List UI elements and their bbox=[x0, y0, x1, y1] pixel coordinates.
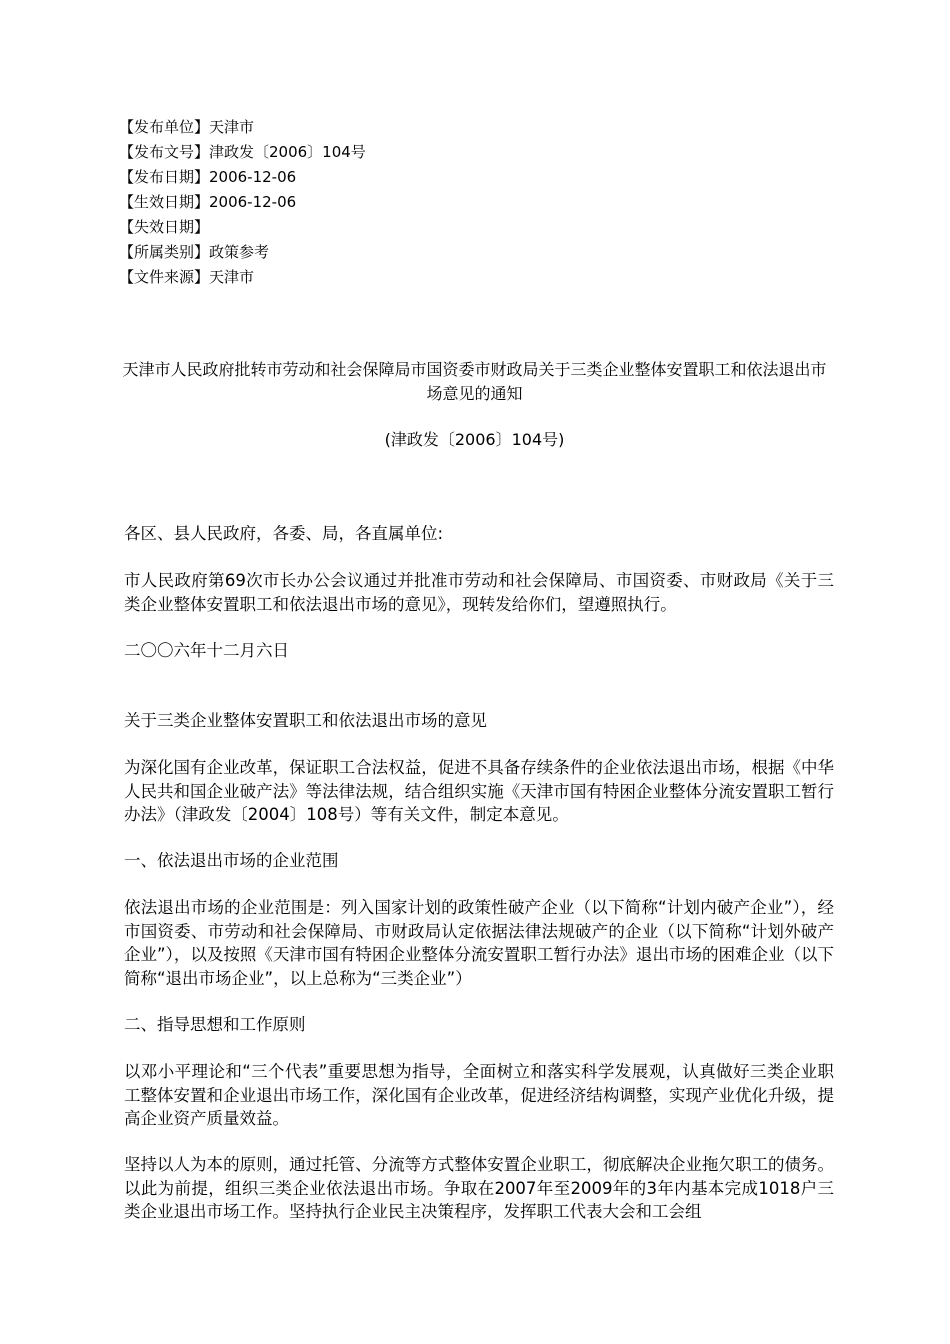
meta-effective-date: 【生效日期】2006-12-06 bbox=[119, 193, 297, 211]
issue-date: 二〇〇六年十二月六日 bbox=[124, 641, 289, 660]
notice-paragraph: 市人民政府第69次市长办公会议通过并批准市劳动和社会保障局、市国资委、市财政局《关于三类企业整体安置职工和依法退出市场的意见》，现转发给你们，望遵照执行。 bbox=[124, 571, 834, 614]
document-title: 天津市人民政府批转市劳动和社会保障局市国资委市财政局关于三类企业整体安置职工和依法退出市场意见的通知 bbox=[122, 360, 827, 403]
section1-body: 依法退出市场的企业范围是：列入国家计划的政策性破产企业（以下简称“计划内破产企业”），经市国资委、市劳动和社会保障局、市财政局认定依据法律法规破产的企业（以下简称“计划外破产企业”），以及按照《天津市国有特困企业整体分流安置职工暂行办法》退出市场的困难企业（以下简称“退出市场企业”，以上总称为“三类企业”） bbox=[124, 898, 834, 988]
document-number: (津政发〔2006〕104号) bbox=[384, 430, 565, 449]
meta-doc-number: 【发布文号】津政发〔2006〕104号 bbox=[119, 143, 366, 161]
meta-source: 【文件来源】天津市 bbox=[119, 268, 255, 286]
section2-heading: 二、指导思想和工作原则 bbox=[124, 1015, 306, 1034]
meta-expiry-date: 【失效日期】 bbox=[119, 218, 210, 236]
section2-paragraph-1: 以邓小平理论和“三个代表”重要思想为指导，全面树立和落实科学发展观，认真做好三类企业职工整体安置和企业退出市场工作，深化国有企业改革，促进经济结构调整，实现产业优化升级，提高企业资产质量效益。 bbox=[124, 1062, 834, 1128]
meta-category: 【所属类别】政策参考 bbox=[119, 243, 270, 261]
section1-heading: 一、依法退出市场的企业范围 bbox=[124, 851, 339, 870]
opinion-title: 关于三类企业整体安置职工和依法退出市场的意见 bbox=[124, 711, 487, 730]
meta-publish-date: 【发布日期】2006-12-06 bbox=[119, 168, 297, 186]
document-metadata bbox=[119, 115, 719, 290]
section2-paragraph-2: 坚持以人为本的原则，通过托管、分流等方式整体安置企业职工，彻底解决企业拖欠职工的债务。以此为前提，组织三类企业依法退出市场。争取在2007年至2009年的3年内基本完成1018户三类企业退出市场工作。坚持执行企业民主决策程序，发挥职工代表大会和工会组 bbox=[124, 1155, 834, 1221]
meta-publisher: 【发布单位】天津市 bbox=[119, 118, 255, 136]
intro-paragraph: 为深化国有企业改革，保证职工合法权益，促进不具备存续条件的企业依法退出市场，根据《中华人民共和国企业破产法》等法律法规，结合组织实施《天津市国有特困企业整体分流安置职工暂行办法》（津政发〔2004〕108号）等有关文件，制定本意见。 bbox=[124, 758, 834, 824]
salutation: 各区、县人民政府，各委、局，各直属单位: bbox=[124, 524, 444, 543]
